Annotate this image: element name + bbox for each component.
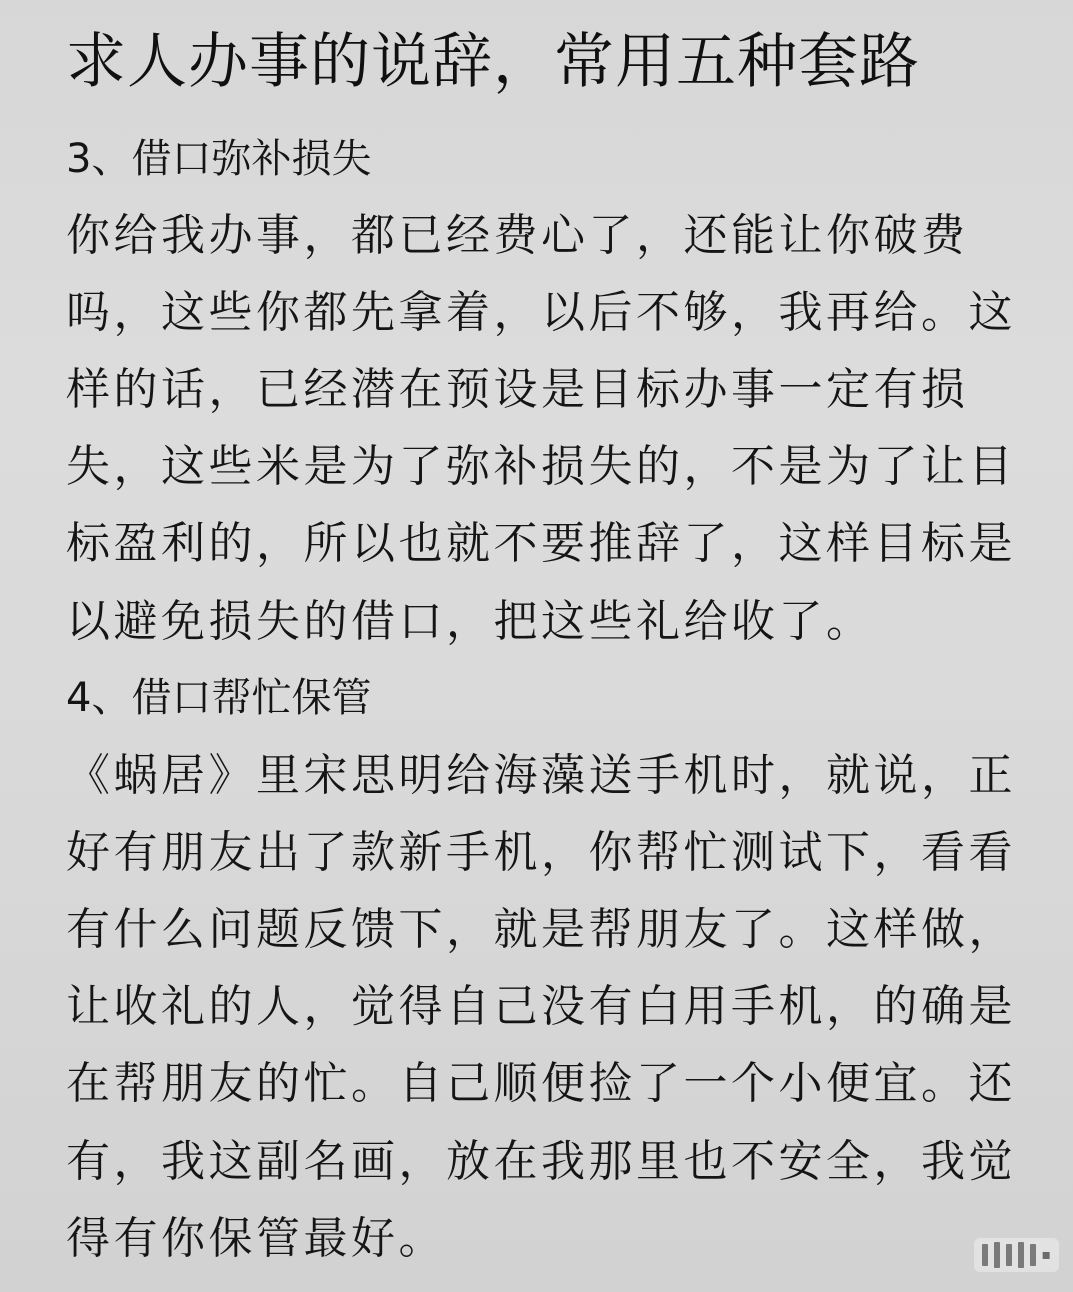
barcode-watermark-icon	[974, 1238, 1060, 1272]
section-3-line-6: 以避免损失的借口，把这些礼给收了。	[66, 596, 874, 647]
watermark-bar	[1030, 1244, 1036, 1266]
watermark-bar	[1018, 1242, 1024, 1268]
watermark-dot-icon: ▪	[1041, 1247, 1051, 1263]
section-3-line-2: 吗，这些你都先拿着，以后不够，我再给。这	[66, 287, 1016, 338]
section-4-line-3: 有什么问题反馈下，就是帮朋友了。这样做，	[66, 904, 1016, 955]
watermark-bar	[994, 1242, 1000, 1268]
section-4-line-4: 让收礼的人，觉得自己没有白用手机，的确是	[66, 981, 1016, 1032]
section-3-line-4: 失，这些米是为了弥补损失的，不是为了让目	[66, 441, 1016, 492]
watermark-bar	[1006, 1244, 1012, 1266]
section-4-line-5: 在帮朋友的忙。自己顺便捡了一个小便宜。还	[66, 1058, 1016, 1109]
section-3-line-1: 你给我办事，都已经费心了，还能让你破费	[66, 210, 969, 261]
section-4-line-7: 得有你保管最好。	[66, 1213, 446, 1264]
section-4-heading: 4、借口帮忙保管	[66, 675, 372, 721]
section-3-line-5: 标盈利的，所以也就不要推辞了，这样目标是	[66, 518, 1016, 569]
section-4-line-1: 《蜗居》里宋思明给海藻送手机时，就说，正	[66, 750, 1016, 801]
section-4-line-6: 有，我这副名画，放在我那里也不安全，我觉	[66, 1136, 1016, 1187]
page-title: 求人办事的说辞，常用五种套路	[66, 27, 920, 97]
section-4-line-2: 好有朋友出了款新手机，你帮忙测试下，看看	[66, 827, 1016, 878]
section-3-line-3: 样的话，已经潜在预设是目标办事一定有损	[66, 364, 969, 415]
watermark-bar	[982, 1244, 988, 1266]
section-3-heading: 3、借口弥补损失	[66, 136, 372, 182]
